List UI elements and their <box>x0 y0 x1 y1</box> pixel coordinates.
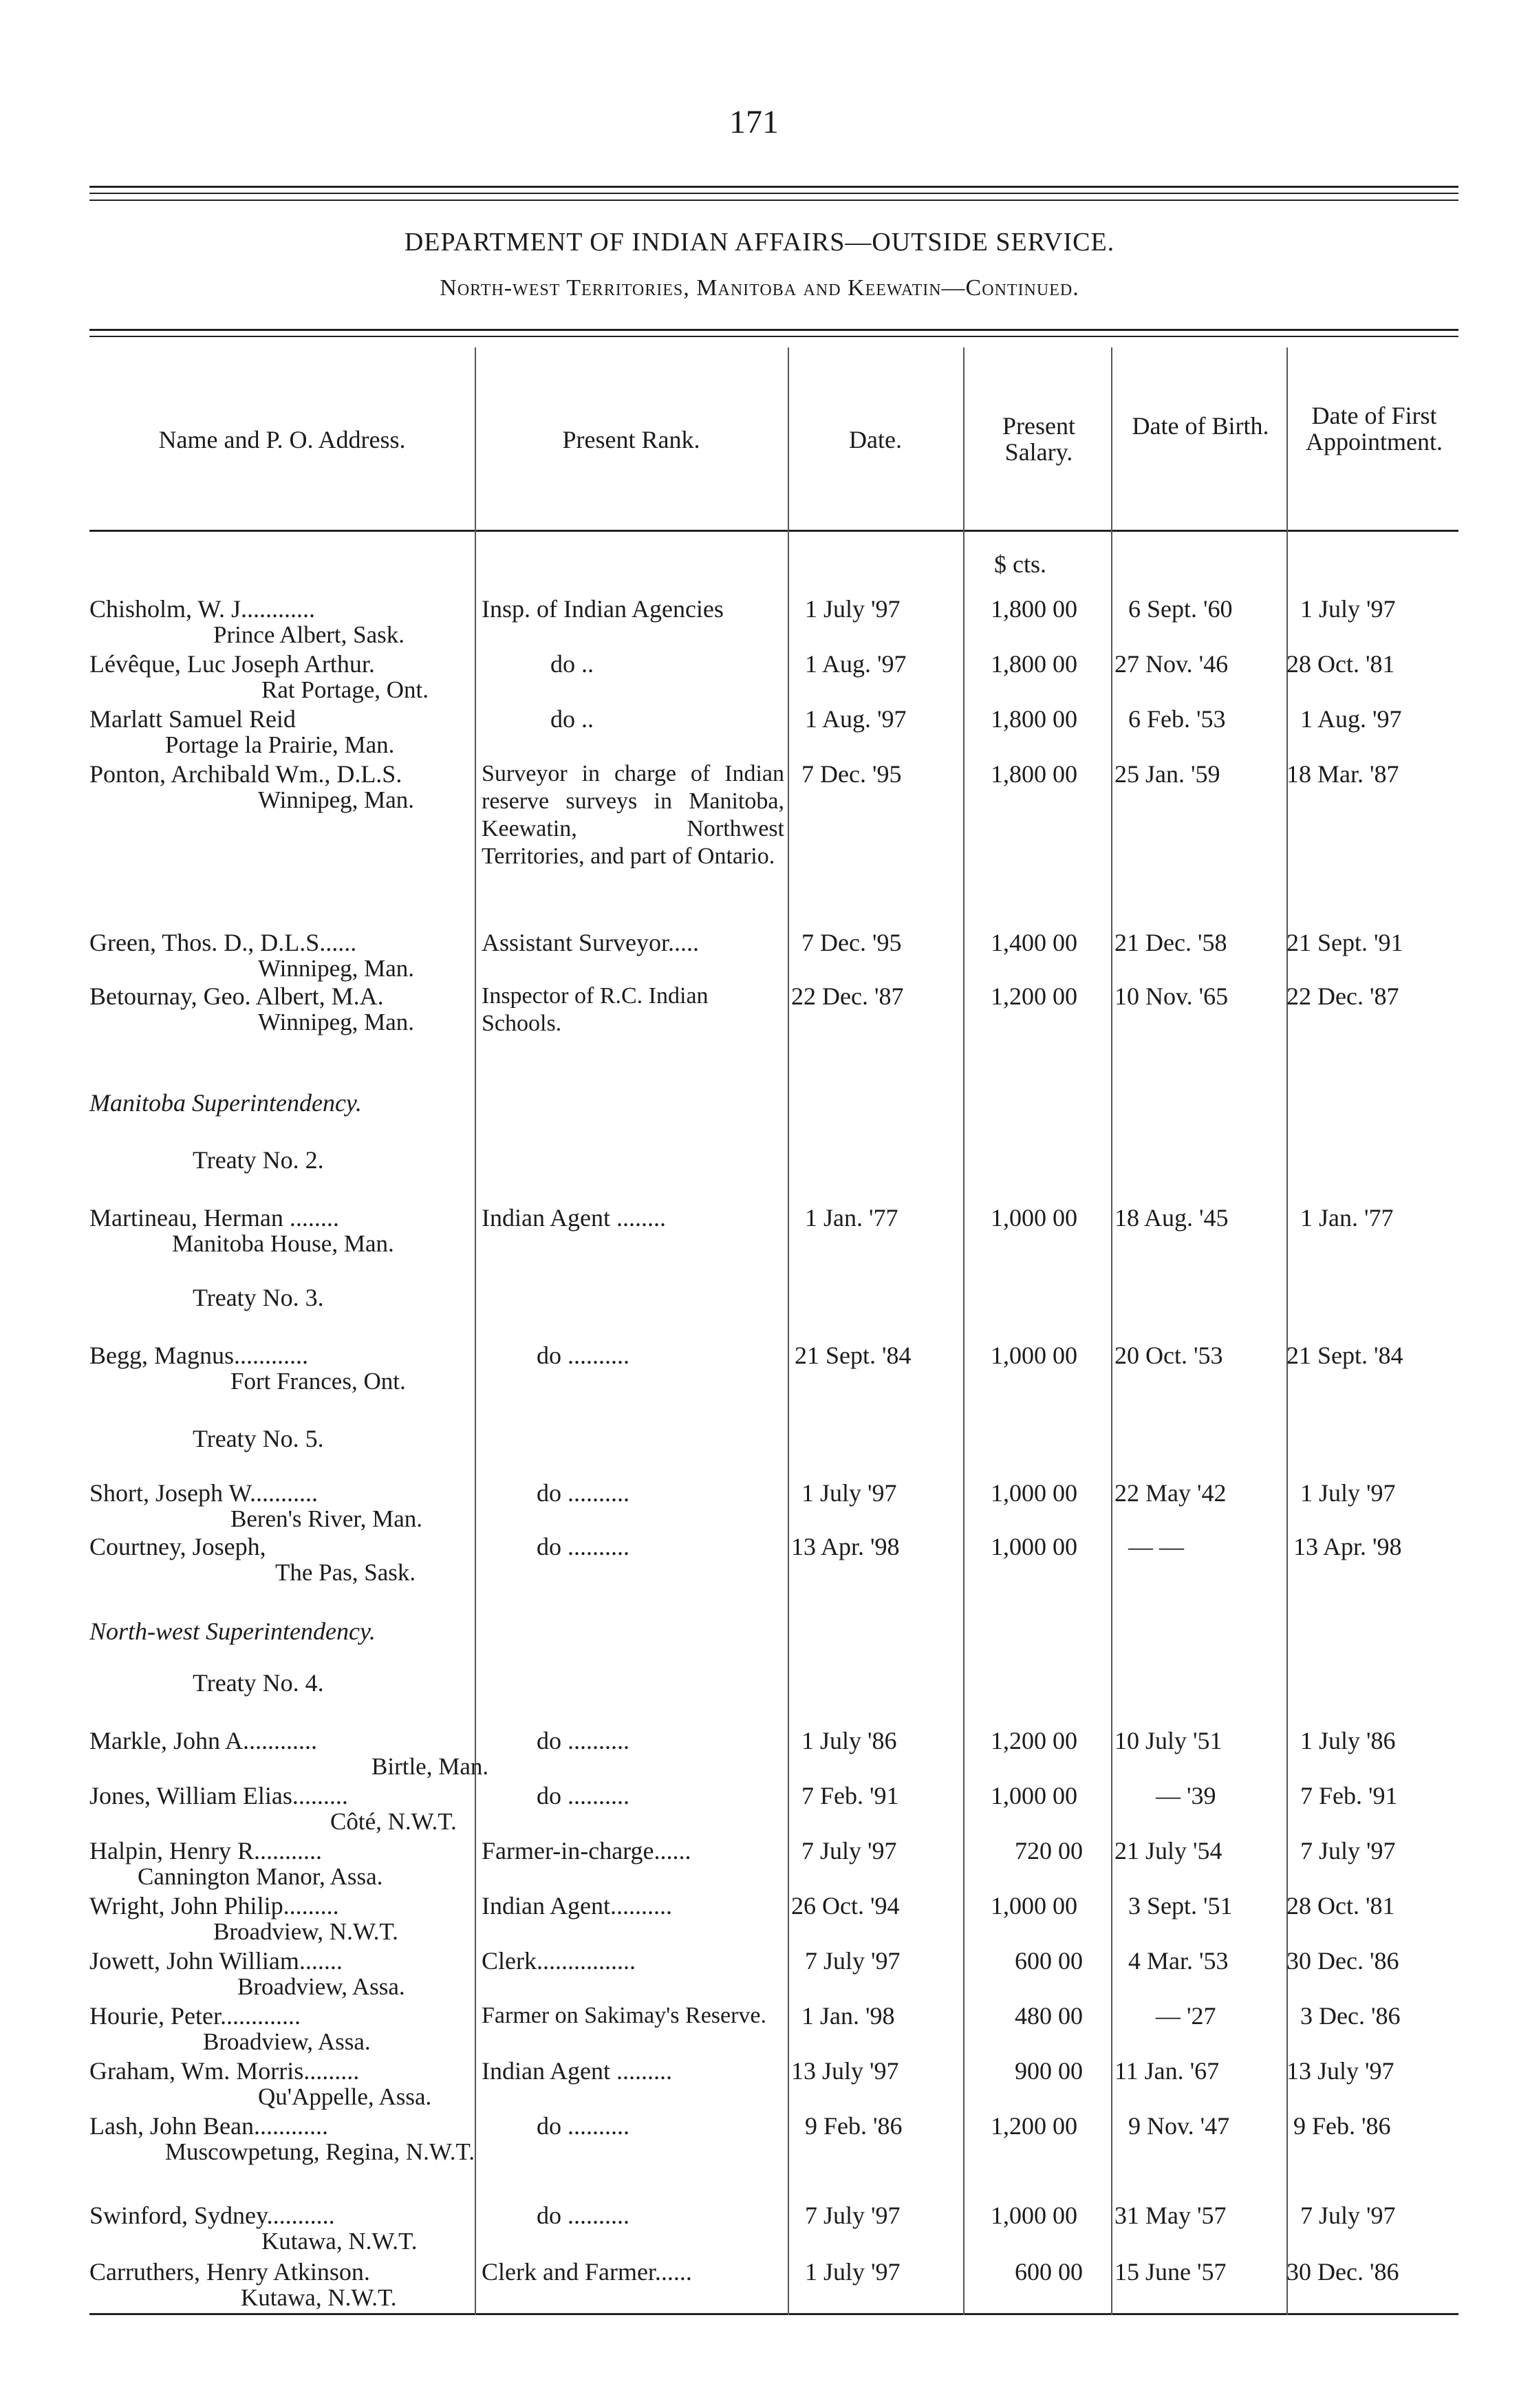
row-name: Betournay, Geo. Albert, M.A. <box>89 982 384 1010</box>
header-date: Date. <box>849 426 902 453</box>
row-address: Beren's River, Man. <box>230 1505 423 1532</box>
row-name: Martineau, Herman ........ <box>89 1204 339 1232</box>
row-birth: 15 June '57 <box>1114 2258 1227 2286</box>
row-date: 13 Apr. '98 <box>791 1533 900 1560</box>
row-salary: 600 00 <box>1015 1947 1083 1975</box>
row-name: Jowett, John William....... <box>89 1947 343 1975</box>
row-salary: 1,800 00 <box>991 705 1077 733</box>
row-birth: 21 Dec. '58 <box>1114 929 1227 956</box>
row-address: Manitoba House, Man. <box>172 1230 394 1257</box>
row-name: Markle, John A............ <box>89 1727 317 1754</box>
col-divider-4 <box>1111 347 1112 2315</box>
row-date: 1 Aug. '97 <box>805 650 907 678</box>
top-rule <box>89 186 1458 188</box>
row-rank: do .. <box>550 705 594 733</box>
section-heading: Manitoba Superintendency. <box>89 1089 362 1117</box>
header-birth: Date of Birth. <box>1132 412 1269 440</box>
page-subtitle: North-west Territories, Manitoba and Keewatin—Continued. <box>440 275 1079 301</box>
row-date: 7 July '97 <box>801 1837 897 1864</box>
row-address: Cannington Manor, Assa. <box>138 1863 383 1890</box>
row-salary: 600 00 <box>1015 2258 1083 2286</box>
row-rank: do .......... <box>537 1479 629 1507</box>
row-first: 30 Dec. '86 <box>1286 2258 1399 2286</box>
row-date: 1 July '97 <box>805 595 901 623</box>
row-address: Portage la Prairie, Man. <box>165 731 395 758</box>
row-first: 7 Feb. '91 <box>1300 1782 1398 1809</box>
row-name: Short, Joseph W........... <box>89 1479 319 1507</box>
row-first: 3 Dec. '86 <box>1300 2002 1401 2030</box>
row-salary: 1,000 00 <box>991 1342 1077 1369</box>
row-first: 18 Mar. '87 <box>1286 760 1399 788</box>
col-divider-3 <box>963 347 965 2315</box>
row-date: 1 July '86 <box>801 1727 897 1754</box>
row-birth: 3 Sept. '51 <box>1128 1892 1233 1920</box>
top-rule-thin <box>89 193 1458 194</box>
row-date: 7 Feb. '91 <box>801 1782 899 1809</box>
row-birth: 20 Oct. '53 <box>1114 1342 1223 1369</box>
header-name: Name and P. O. Address. <box>158 426 406 453</box>
row-birth: 4 Mar. '53 <box>1128 1947 1229 1975</box>
treaty-heading: Treaty No. 2. <box>193 1146 324 1174</box>
col-divider-2 <box>788 347 789 2315</box>
row-address: Broadview, Assa. <box>203 2028 371 2055</box>
row-rank: do .. <box>550 650 594 678</box>
row-birth: 6 Feb. '53 <box>1128 705 1226 733</box>
row-address: Winnipeg, Man. <box>258 955 415 982</box>
row-rank: Indian Agent ........ <box>482 1204 666 1232</box>
row-name: Begg, Magnus............ <box>89 1342 308 1369</box>
row-name: Chisholm, W. J............ <box>89 595 316 623</box>
row-salary: 1,200 00 <box>991 982 1077 1010</box>
page-number: 171 <box>729 104 779 140</box>
treaty-heading: Treaty No. 3. <box>193 1284 324 1311</box>
row-address: Fort Frances, Ont. <box>230 1368 406 1395</box>
row-name: Halpin, Henry R........... <box>89 1837 322 1864</box>
treaty-heading: Treaty No. 4. <box>193 1669 324 1697</box>
row-birth: 25 Jan. '59 <box>1114 760 1220 788</box>
row-address: Côté, N.W.T. <box>330 1808 457 1835</box>
row-address: Birtle, Man. <box>371 1753 489 1780</box>
row-first: 22 Dec. '87 <box>1286 982 1399 1010</box>
row-salary: 1,000 00 <box>991 1892 1077 1920</box>
section-heading: North-west Superintendency. <box>89 1617 376 1645</box>
row-rank: Farmer on Sakimay's Reserve. <box>482 2003 767 2028</box>
row-first: 1 July '97 <box>1300 1479 1396 1507</box>
row-name: Hourie, Peter............. <box>89 2002 301 2030</box>
header-rule-bottom <box>89 530 1458 532</box>
row-rank: do .......... <box>537 2112 629 2140</box>
row-date: 1 July '97 <box>805 2258 901 2286</box>
col-divider-5 <box>1286 347 1288 2315</box>
row-name: Green, Thos. D., D.L.S...... <box>89 929 357 956</box>
row-birth: — — <box>1128 1533 1184 1560</box>
row-date: 1 Aug. '97 <box>805 705 907 733</box>
header-first-appointment: Date of First Appointment. <box>1306 402 1443 455</box>
row-first: 21 Sept. '84 <box>1286 1342 1403 1369</box>
row-first: 7 July '97 <box>1300 1837 1396 1864</box>
row-first: 21 Sept. '91 <box>1286 929 1403 956</box>
row-date: 7 Dec. '95 <box>801 929 902 956</box>
row-rank: Assistant Surveyor..... <box>482 929 700 956</box>
row-address: Kutawa, N.W.T. <box>241 2284 397 2311</box>
header-rule-top <box>89 329 1458 331</box>
row-first: 13 Apr. '98 <box>1293 1533 1402 1560</box>
row-name: Lévêque, Luc Joseph Arthur. <box>89 650 375 678</box>
row-address: Muscowpetung, Regina, N.W.T. <box>164 2138 475 2165</box>
row-address: Rat Portage, Ont. <box>261 676 429 703</box>
row-birth: 6 Sept. '60 <box>1128 595 1233 623</box>
row-date: 7 July '97 <box>805 2202 901 2229</box>
row-first: 1 July '97 <box>1300 595 1396 623</box>
row-date: 7 July '97 <box>805 1947 901 1975</box>
row-rank: Farmer-in-charge...... <box>482 1837 691 1864</box>
row-birth: 10 Nov. '65 <box>1114 982 1229 1010</box>
row-salary: 1,000 00 <box>991 1479 1077 1507</box>
row-address: The Pas, Sask. <box>275 1559 416 1586</box>
row-salary: 720 00 <box>1015 1837 1083 1864</box>
row-birth: 22 May '42 <box>1114 1479 1227 1507</box>
row-address: Kutawa, N.W.T. <box>261 2228 418 2255</box>
row-birth: — '39 <box>1156 1782 1216 1809</box>
row-date: 13 July '97 <box>791 2057 899 2085</box>
row-rank: do .......... <box>537 2202 629 2229</box>
row-name: Graham, Wm. Morris......... <box>89 2057 360 2085</box>
row-address: Qu'Appelle, Assa. <box>258 2083 432 2110</box>
row-first: 1 Jan. '77 <box>1300 1204 1394 1232</box>
row-birth: 27 Nov. '46 <box>1114 650 1229 678</box>
row-rank: Indian Agent.......... <box>482 1892 672 1920</box>
currency-label: $ cts. <box>994 550 1046 578</box>
row-name: Swinford, Sydney........... <box>89 2202 335 2229</box>
row-date: 21 Sept. '84 <box>795 1342 912 1369</box>
header-rule-top-2 <box>89 336 1458 337</box>
row-salary: 1,800 00 <box>991 650 1077 678</box>
row-salary: 480 00 <box>1015 2002 1083 2030</box>
row-name: Courtney, Joseph, <box>89 1533 266 1560</box>
row-rank: do .......... <box>537 1342 629 1369</box>
row-name: Marlatt Samuel Reid <box>89 705 296 733</box>
row-salary: 1,000 00 <box>991 2202 1077 2229</box>
row-birth: 10 July '51 <box>1114 1727 1222 1754</box>
col-divider-1 <box>475 347 476 2315</box>
row-rank: do .......... <box>537 1782 629 1809</box>
row-date: 1 Jan. '77 <box>805 1204 898 1232</box>
row-birth: 9 Nov. '47 <box>1128 2112 1230 2140</box>
row-first: 28 Oct. '81 <box>1286 1892 1395 1920</box>
row-salary: 1,000 00 <box>991 1533 1077 1560</box>
row-date: 7 Dec. '95 <box>801 760 902 788</box>
row-date: 9 Feb. '86 <box>805 2112 903 2140</box>
row-birth: — '27 <box>1156 2002 1216 2030</box>
row-salary: 1,000 00 <box>991 1782 1077 1809</box>
row-first: 30 Dec. '86 <box>1286 1947 1399 1975</box>
row-address: Winnipeg, Man. <box>258 1009 415 1035</box>
row-name: Wright, John Philip......... <box>89 1892 339 1920</box>
row-salary: 1,200 00 <box>991 2112 1077 2140</box>
treaty-heading: Treaty No. 5. <box>193 1425 324 1452</box>
row-date: 1 Jan. '98 <box>801 2002 895 2030</box>
header-rank: Present Rank. <box>562 426 700 453</box>
row-rank: Surveyor in charge of Indian reserve surveys in Manitoba, Keewatin, Northwest Territories, and part of Ontario. <box>482 761 784 869</box>
row-name: Carruthers, Henry Atkinson. <box>89 2258 370 2286</box>
row-rank: Indian Agent ......... <box>482 2057 672 2085</box>
top-rule-2 <box>89 200 1458 201</box>
row-rank: do .......... <box>537 1533 629 1560</box>
row-name: Jones, William Elias......... <box>89 1782 348 1809</box>
row-first: 13 July '97 <box>1286 2057 1394 2085</box>
row-birth: 31 May '57 <box>1114 2202 1227 2229</box>
row-salary: 1,800 00 <box>991 595 1077 623</box>
row-first: 1 July '86 <box>1300 1727 1396 1754</box>
row-rank: Insp. of Indian Agencies <box>482 595 724 623</box>
row-date: 22 Dec. '87 <box>791 982 904 1010</box>
row-address: Broadview, N.W.T. <box>213 1918 398 1945</box>
row-first: 9 Feb. '86 <box>1293 2112 1391 2140</box>
row-salary: 1,200 00 <box>991 1727 1077 1754</box>
row-name: Lash, John Bean............ <box>89 2112 328 2140</box>
row-salary: 1,800 00 <box>991 760 1077 788</box>
row-rank: Clerk and Farmer...... <box>482 2258 692 2286</box>
row-salary: 900 00 <box>1015 2057 1083 2085</box>
row-salary: 1,400 00 <box>991 929 1077 956</box>
row-date: 26 Oct. '94 <box>791 1892 900 1920</box>
row-address: Winnipeg, Man. <box>258 786 415 813</box>
row-rank: do .......... <box>537 1727 629 1754</box>
header-salary: Present Salary. <box>1002 412 1075 466</box>
table-bottom-rule <box>89 2313 1458 2315</box>
row-address: Prince Albert, Sask. <box>213 621 405 648</box>
row-date: 1 July '97 <box>801 1479 897 1507</box>
row-birth: 21 July '54 <box>1114 1837 1222 1864</box>
row-rank: Inspector of R.C. Indian Schools. <box>482 983 709 1036</box>
row-rank: Clerk................ <box>482 1947 636 1975</box>
row-salary: 1,000 00 <box>991 1204 1077 1232</box>
row-birth: 11 Jan. '67 <box>1114 2057 1220 2085</box>
row-address: Broadview, Assa. <box>237 1973 405 2000</box>
row-birth: 18 Aug. '45 <box>1114 1204 1229 1232</box>
page-title: DEPARTMENT OF INDIAN AFFAIRS—OUTSIDE SERVICE. <box>404 228 1115 257</box>
row-first: 7 July '97 <box>1300 2202 1396 2229</box>
row-name: Ponton, Archibald Wm., D.L.S. <box>89 760 402 788</box>
row-first: 28 Oct. '81 <box>1286 650 1395 678</box>
row-first: 1 Aug. '97 <box>1300 705 1402 733</box>
